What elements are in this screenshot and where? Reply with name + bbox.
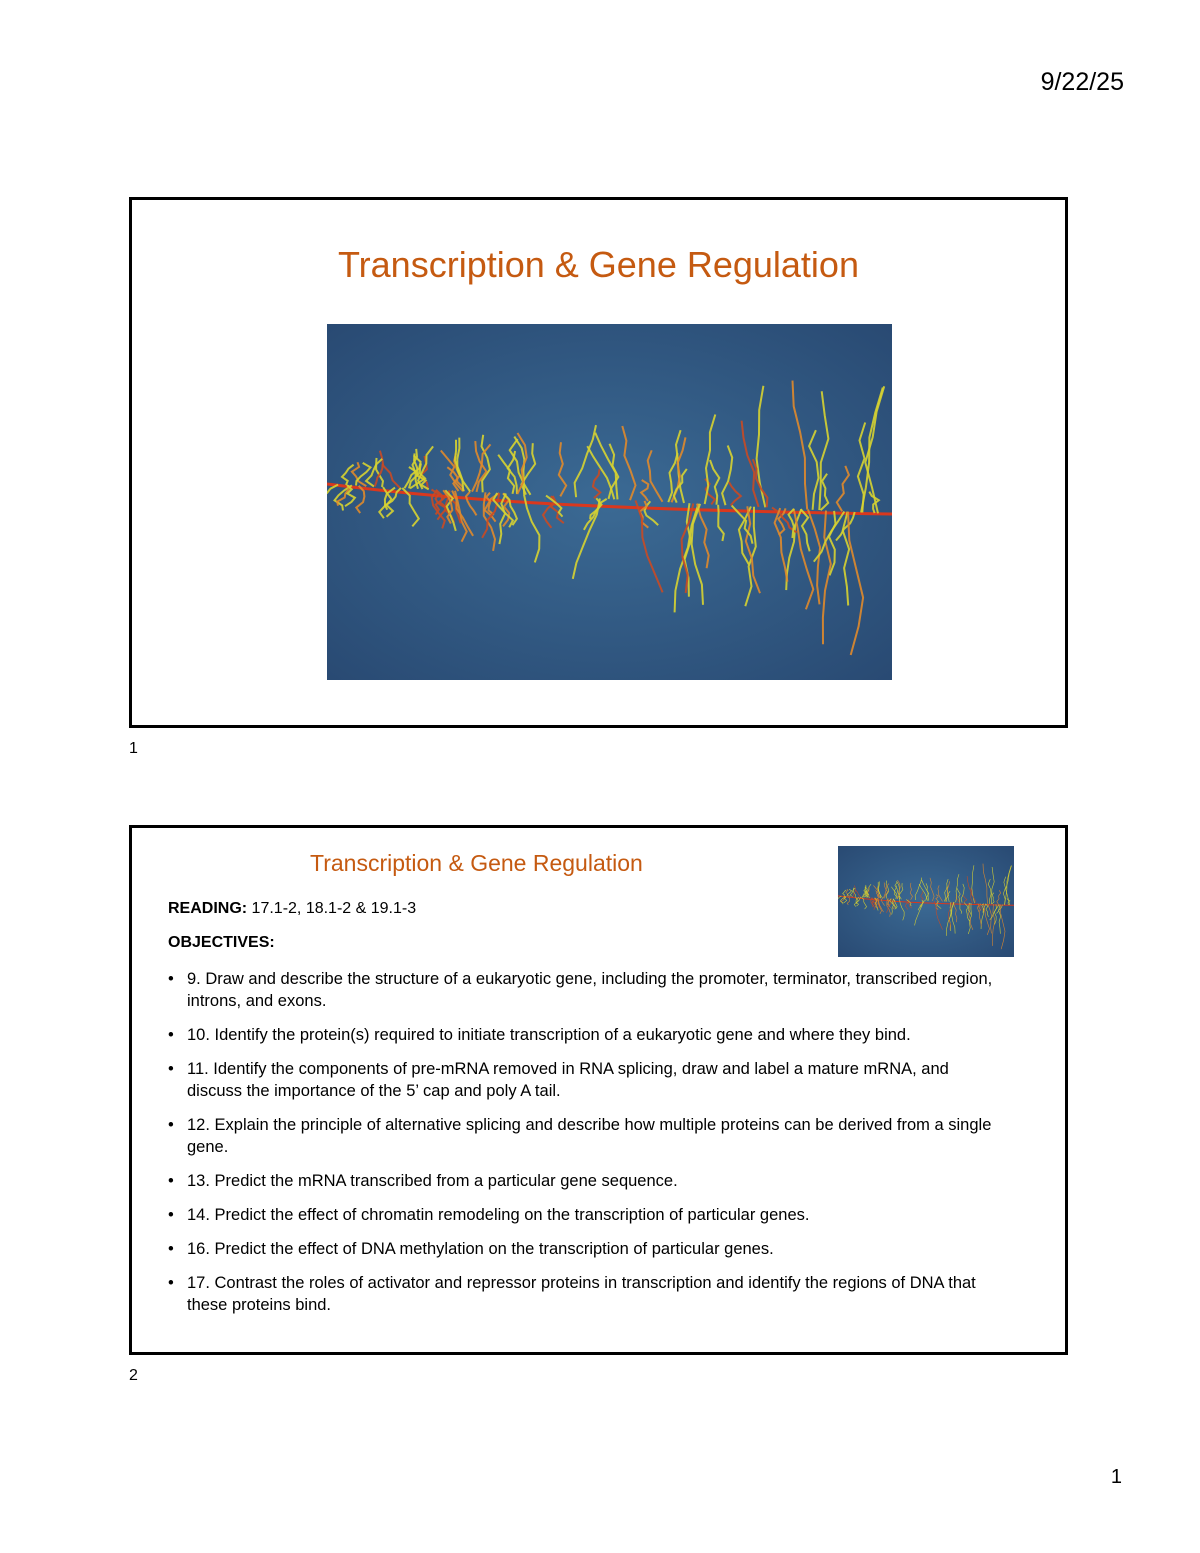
slide-1-title: Transcription & Gene Regulation: [338, 244, 859, 285]
objective-item: • 14. Predict the effect of chromatin remodeling on the transcription of particular genes.: [168, 1204, 1008, 1226]
objective-item: • 9. Draw and describe the structure of a eukaryotic gene, including the promoter, terminator, transcribed region, introns, and exons.: [168, 968, 1008, 1012]
slide-1: [129, 197, 1068, 728]
objective-item: • 12. Explain the principle of alternative splicing and describe how multiple proteins can be derived from a single gene.: [168, 1114, 1008, 1158]
objectives-list: [168, 968, 1008, 1328]
objectives-label: OBJECTIVES:: [168, 934, 275, 951]
reading-line: [168, 900, 416, 918]
slide-2-title: Transcription & Gene Regulation: [310, 850, 643, 876]
header-date: 9/22/25: [1040, 68, 1124, 96]
micrograph-art: [327, 324, 892, 680]
reading-label: READING:: [168, 900, 248, 917]
slide-2: [129, 825, 1068, 1355]
objective-item: • 17. Contrast the roles of activator and repressor proteins in transcription and identify the regions of DNA that these proteins bind.: [168, 1272, 1008, 1316]
reading-value: 17.1-2, 18.1-2 & 19.1-3: [247, 900, 417, 917]
page-number: 1: [1110, 1466, 1122, 1488]
micrograph-thumbnail-art: [838, 846, 1014, 957]
micrograph-image: [327, 324, 892, 680]
objective-item: • 11. Identify the components of pre-mRNA removed in RNA splicing, draw and label a mature mRNA, and discuss the importance of the 5’ cap and poly A tail.: [168, 1058, 1008, 1102]
slide-1-number: 1: [129, 740, 138, 757]
micrograph-thumbnail: [838, 846, 1014, 957]
slide-2-number: 2: [129, 1367, 138, 1384]
objective-item: • 13. Predict the mRNA transcribed from a particular gene sequence.: [168, 1170, 1008, 1192]
objective-item: • 16. Predict the effect of DNA methylation on the transcription of particular genes.: [168, 1238, 1008, 1260]
objective-item: • 10. Identify the protein(s) required to initiate transcription of a eukaryotic gene and where they bind.: [168, 1024, 1008, 1046]
